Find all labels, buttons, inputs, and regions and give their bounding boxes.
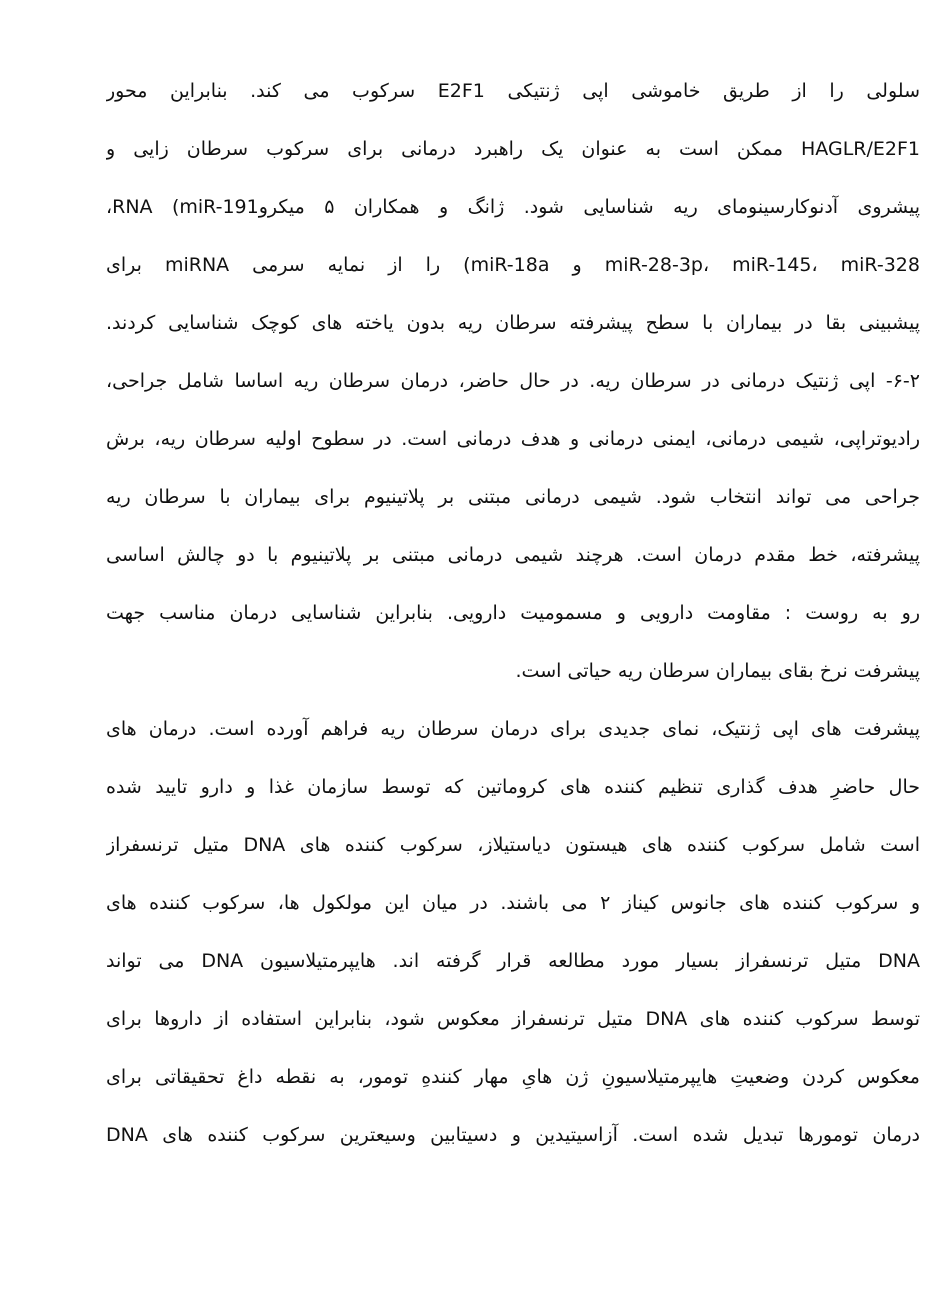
text-line: حال حاضرِ هدف گذاری تنظیم کننده های کروماتین که توسط سازمان غذا و دارو تایید شده [106, 776, 920, 798]
text-line: miR-28-3p، miR-145، miR-328 و miR-18a) را از نمایه سرمی miRNA برای [106, 254, 920, 276]
text-line: و سرکوب کننده های جانوس کیناز ۲ می باشند. در میان این مولکول ها، سرکوب کننده های [106, 892, 920, 914]
text-line: پیشبینی بقا در بیماران با سطح پیشرفته سرطان ریه بدون یاخته های کوچک شناسایی کردند. [106, 312, 920, 334]
text-line: معکوس کردن وضعیتِ هایپرمتیلاسیونِ ژن هایِ مهار کنندهِ تومور، به نقطه داغ تحقیقاتی برای [106, 1066, 920, 1088]
text-line: پیشرفت های اپی ژنتیک، نمای جدیدی برای درمان سرطان ریه فراهم آورده است. درمان های [106, 718, 920, 740]
text-line: پیشرفته، خط مقدم درمان است. هرچند شیمی درمانی مبتنی بر پلاتینیوم با دو چالش اساسی [106, 544, 920, 566]
document-page [106, 62, 920, 1164]
section-heading-line: ۶-۲- اپی ژنتیک درمانی در سرطان ریه. در حال حاضر، درمان سرطان ریه اساسا شامل جراحی، [106, 370, 920, 392]
text-line: است شامل سرکوب کننده های هیستون دیاستیلاز، سرکوب کننده های DNA متیل ترنسفراز [106, 834, 920, 856]
text-line: رادیوتراپی، شیمی درمانی، ایمنی درمانی و هدف درمانی است. در سطوح اولیه سرطان ریه، برش [106, 428, 920, 450]
text-line: درمان تومورها تبدیل شده است. آزاسیتیدین و دسیتابین وسیعترین سرکوب کننده های DNA [106, 1124, 920, 1146]
text-line: سلولی را از طریق خاموشی اپی ژنتیکی E2F1 سرکوب می کند. بنابراین محور [106, 80, 920, 102]
paragraph-end-line: پیشرفت نرخ بقای بیماران سرطان ریه حیاتی است. [515, 660, 920, 682]
text-line: HAGLR/E2F1 ممکن است به عنوان یک راهبرد درمانی برای سرکوب سرطان زایی و [106, 138, 920, 160]
text-line: پیشروی آدنوکارسینومای ریه شناسایی شود. ژانگ و همکاران ۵ میکروRNA (miR-191، [106, 196, 920, 218]
text-line: رو به روست : مقاومت دارویی و مسمومیت دارویی. بنابراین شناسایی درمان مناسب جهت [106, 602, 920, 624]
text-line: جراحی می تواند انتخاب شود. شیمی درمانی مبتنی بر پلاتینیوم برای بیماران با سرطان ریه [106, 486, 920, 508]
text-line: توسط سرکوب کننده های DNA متیل ترنسفراز معکوس شود، بنابراین استفاده از داروها برای [106, 1008, 920, 1030]
text-line: DNA متیل ترنسفراز بسیار مورد مطالعه قرار گرفته اند. هایپرمتیلاسیون DNA می تواند [106, 950, 920, 972]
